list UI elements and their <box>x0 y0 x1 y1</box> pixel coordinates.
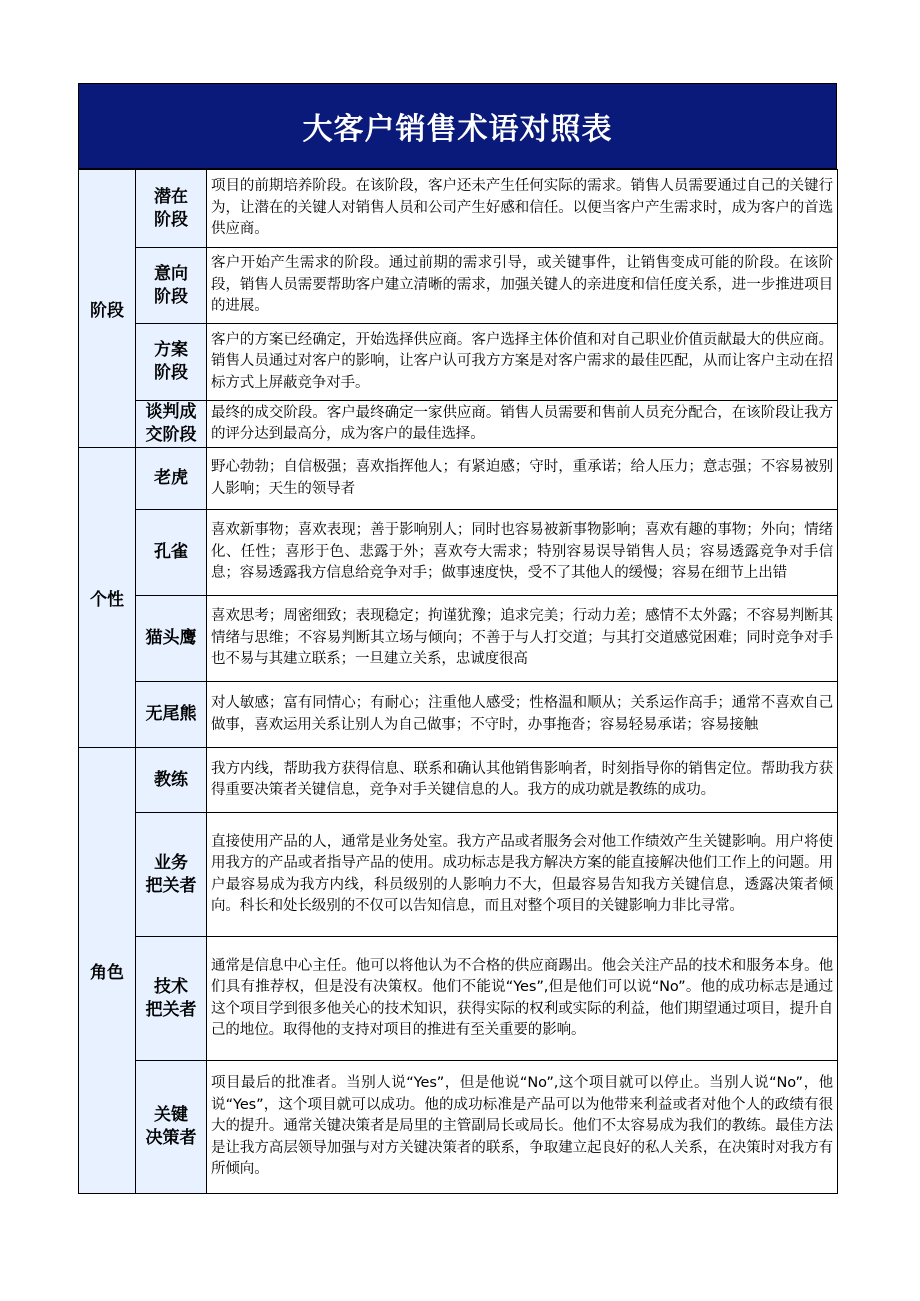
term-label: 猫头鹰 <box>136 596 207 682</box>
term-label: 孔雀 <box>136 510 207 596</box>
term-description: 最终的成交阶段。客户最终确定一家供应商。销售人员需要和售前人员充分配合，在该阶段让我方的评分达到最高分，成为客户的最佳选择。 <box>207 401 838 448</box>
term-label: 方案 阶段 <box>136 324 207 401</box>
group-label-personality: 个性 <box>79 448 136 748</box>
terms-table <box>78 169 838 1194</box>
term-description: 喜欢新事物；喜欢表现；善于影响别人；同时也容易被新事物影响；喜欢有趣的事物；外向；情绪化、任性；喜形于色、悲露于外；喜欢夸大需求；特别容易误导销售人员；容易透露竞争对手信息；容易透露我方信息给竞争对手；做事速度快，受不了其他人的缓慢；容易在细节上出错 <box>207 510 838 596</box>
term-label: 关键 决策者 <box>136 1061 207 1194</box>
term-description: 对人敏感；富有同情心；有耐心；注重他人感受；性格温和顺从；关系运作高手；通常不喜欢自己做事，喜欢运用关系让别人为自己做事；不守时，办事拖沓；容易轻易承诺；容易接触 <box>207 682 838 748</box>
term-label: 无尾熊 <box>136 682 207 748</box>
term-description: 客户的方案已经确定，开始选择供应商。客户选择主体价值和对自己职业价值贡献最大的供应商。销售人员通过对客户的影响，让客户认可我方方案是对客户需求的最佳匹配，从而让客户主动在招标方式上屏蔽竞争对手。 <box>207 324 838 401</box>
term-description: 通常是信息中心主任。他可以将他认为不合格的供应商踢出。他会关注产品的技术和服务本身。他们具有推荐权，但是没有决策权。他们不能说“Yes”,但是他们可以说“No”。他的成功标志是通过这个项目学到很多他关心的技术知识，获得实际的权利或实际的利益，他们期望通过项目，提升自己的地位。取得他的支持对项目的推进有至关重要的影响。 <box>207 937 838 1061</box>
term-description: 喜欢思考；周密细致；表现稳定；拘谨犹豫；追求完美；行动力差；感情不太外露；不容易判断其情绪与思维；不容易判断其立场与倾向；不善于与人打交道；与其打交道感觉困难；同时竞争对手也不易与其建立联系；一旦建立关系，忠诚度很高 <box>207 596 838 682</box>
term-label: 教练 <box>136 748 207 813</box>
group-label-stage: 阶段 <box>79 170 136 448</box>
term-label: 潜在 阶段 <box>136 170 207 248</box>
table-row <box>79 170 838 248</box>
term-label: 技术 把关者 <box>136 937 207 1061</box>
table-row <box>79 448 838 510</box>
table-row <box>79 510 838 596</box>
table-row <box>79 401 838 448</box>
table-row <box>79 324 838 401</box>
table-row <box>79 937 838 1061</box>
term-description: 项目的前期培养阶段。在该阶段，客户还未产生任何实际的需求。销售人员需要通过自己的关键行为，让潜在的关键人对销售人员和公司产生好感和信任。以便当客户产生需求时，成为客户的首选供应商。 <box>207 170 838 248</box>
term-description: 项目最后的批准者。当别人说“Yes”，但是他说“No”,这个项目就可以停止。当别人说“No”，他说“Yes”，这个项目就可以成功。他的成功标准是产品可以为他带来利益或者对他个人的政绩有很大的提升。通常关键决策者是局里的主管副局长或局长。他们不太容易成为我们的教练。最佳方法是让我方高层领导加强与对方关键决策者的联系，争取建立起良好的私人关系，在决策时对我方有所倾向。 <box>207 1061 838 1194</box>
term-label: 意向 阶段 <box>136 248 207 324</box>
term-label: 业务 把关者 <box>136 813 207 937</box>
table-row <box>79 813 838 937</box>
term-description: 客户开始产生需求的阶段。通过前期的需求引导，或关键事件，让销售变成可能的阶段。在该阶段，销售人员需要帮助客户建立清晰的需求，加强关键人的亲进度和信任度关系，进一步推进项目的进展。 <box>207 248 838 324</box>
table-row <box>79 1061 838 1194</box>
table-row <box>79 682 838 748</box>
group-label-role: 角色 <box>79 748 136 1194</box>
table-row <box>79 748 838 813</box>
sheet-title: 大客户销售术语对照表 <box>78 83 837 169</box>
term-label: 谈判成 交阶段 <box>136 401 207 448</box>
term-description: 野心勃勃；自信极强；喜欢指挥他人；有紧迫感；守时，重承诺；给人压力；意志强；不容易被别人影响；天生的领导者 <box>207 448 838 510</box>
table-row <box>79 248 838 324</box>
terms-sheet <box>78 83 837 1194</box>
table-row <box>79 596 838 682</box>
term-description: 直接使用产品的人，通常是业务处室。我方产品或者服务会对他工作绩效产生关键影响。用户将使用我方的产品或者指导产品的使用。成功标志是我方解决方案的能直接解决他们工作上的问题。用户最容易成为我方内线，科员级别的人影响力不大，但最容易告知我方关键信息，透露决策者倾向。科长和处长级别的不仅可以告知信息，而且对整个项目的关键影响力非比寻常。 <box>207 813 838 937</box>
term-label: 老虎 <box>136 448 207 510</box>
term-description: 我方内线，帮助我方获得信息、联系和确认其他销售影响者，时刻指导你的销售定位。帮助我方获得重要决策者关键信息，竞争对手关键信息的人。我方的成功就是教练的成功。 <box>207 748 838 813</box>
